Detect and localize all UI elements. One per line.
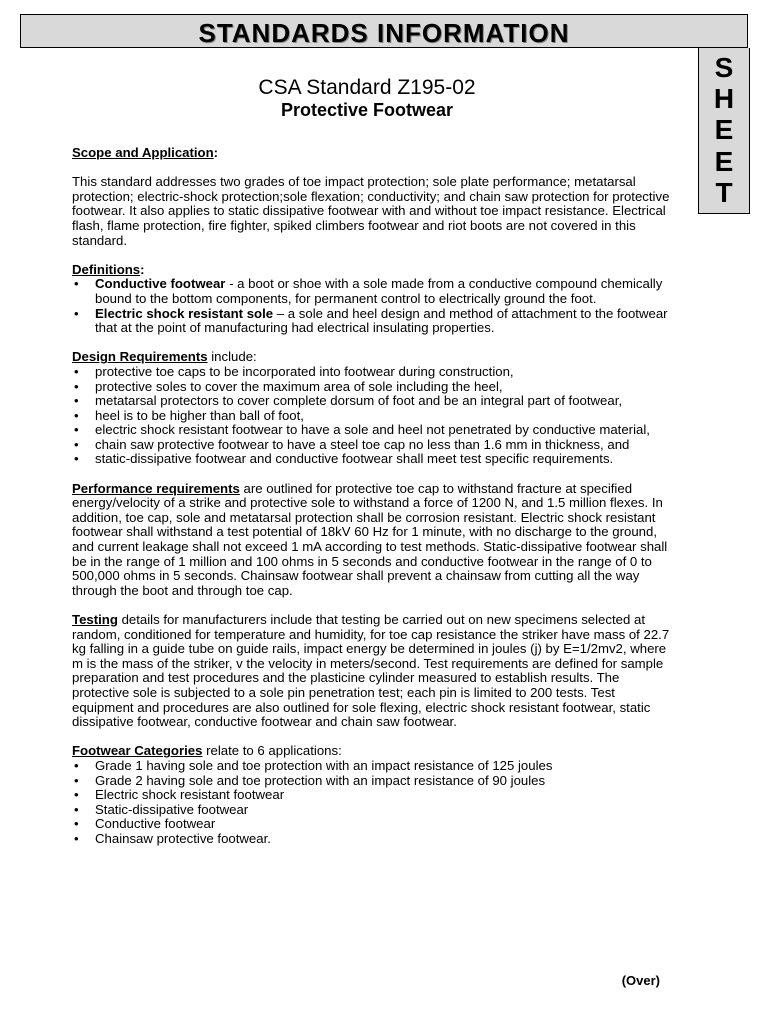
definition-term: Conductive footwear — [95, 276, 226, 292]
list-item: • Chainsaw protective footwear. — [72, 832, 672, 847]
sheet-letter: S — [714, 51, 734, 83]
design-heading: Design Requirements — [72, 349, 208, 365]
list-item — [72, 307, 672, 336]
list-item: • electric shock resistant footwear to have a sole and heel not penetrated by conductive material, — [72, 423, 672, 438]
definition-text: – a sole and heel design and method of attachment to the footwear that at the point of manufacturing had electrical insulating properties. — [95, 305, 668, 336]
list-item: • static-dissipative footwear and conductive footwear shall meet test specific requirements. — [72, 452, 672, 467]
over-label: (Over) — [621, 973, 660, 988]
design-heading-line — [72, 350, 672, 365]
definitions-list — [72, 277, 672, 335]
list-item — [72, 277, 672, 306]
sheet-letter: H — [713, 83, 735, 115]
document-title: CSA Standard Z195-02 — [258, 76, 476, 99]
sheet-letter: E — [714, 145, 734, 177]
scope-heading-colon: : — [213, 145, 219, 160]
performance-paragraph — [72, 482, 672, 599]
list-item: • protective toe caps to be incorporated into footwear during construction, — [72, 365, 672, 380]
categories-heading-suffix: relate to 6 applications: — [202, 743, 342, 759]
sheet-letter: T — [715, 177, 733, 209]
testing-paragraph — [72, 613, 672, 730]
definitions-heading-line — [72, 263, 672, 278]
list-item: • Grade 2 having sole and toe protection with an impact resistance of 90 joules — [72, 774, 672, 789]
list-item: • chain saw protective footwear to have a steel toe cap no less than 1.6 mm in thickness, and — [72, 438, 672, 453]
testing-text: details for manufacturers include that testing be carried out on new specimens selected at random, conditioned for temperature and humidity, for toe cap resistance the striker have mass of 22.7 kg falling in a guide tube on guide rails, impact energy be determined in joules (j) by E=1/2mv2, where m is the mass of the striker, v the velocity in meters/second. Test requirements are defined for sample preparation and test procedures and the plasticine cylinder measured to establish results. The protective sole is subjected to a sole pin penetration test; each pin is limited to 200 tests. Test equipment and procedures are also outlined for sole flexing, electric shock resistant footwear, static dissipative footwear, conductive footwear and chain saw footwear. — [72, 612, 670, 730]
list-item: • Electric shock resistant footwear — [72, 788, 672, 803]
document-body — [72, 146, 672, 847]
definition-text: - a boot or shoe with a sole made from a conductive compound chemically bound to the bottom components, for permanent control to electrically ground the foot. — [95, 276, 663, 306]
document-subtitle: Protective Footwear — [280, 100, 454, 120]
list-item: • Static-dissipative footwear — [72, 803, 672, 818]
sheet-letter: E — [714, 114, 734, 146]
definition-term: Electric shock resistant sole — [95, 305, 274, 321]
banner-title: STANDARDS INFORMATION — [198, 18, 570, 48]
scope-heading: Scope and Application — [72, 145, 214, 160]
testing-heading: Testing — [72, 612, 118, 627]
categories-heading: Footwear Categories — [72, 743, 203, 759]
performance-heading: Performance requirements — [72, 480, 240, 496]
design-heading-suffix: include: — [207, 349, 257, 365]
list-item: • protective soles to cover the maximum area of sole including the heel, — [72, 380, 672, 395]
categories-list — [72, 759, 672, 847]
list-item: • heel is to be higher than ball of foot, — [72, 409, 672, 424]
sheet-tab — [698, 48, 750, 214]
categories-heading-line — [72, 744, 672, 759]
scope-heading-line — [72, 146, 672, 161]
definitions-heading: Definitions — [72, 261, 141, 277]
performance-text: are outlined for protective toe cap to withstand fracture at specified energy/velocity of a strike and protective sole to withstand a force of 1200 N, and 1.5 million flexes. In addition, toe cap, sole and metatarsal protection shall be corrosion resistant. Electric shock resistant footwear shall withstand a test potential of 18kV 60 Hz for 1 minute, with no discharge to the ground, and current leakage shall not exceed 1 mA according to test methods. Static-dissipative footwear shall be in the range of 1 million and 100 ohms in 5 seconds and conductive footwear in the range of 0 to 500,000 ohms in 5 seconds. Chainsaw footwear shall prevent a chainsaw from cutting all the way through the boot and through toe cap. — [72, 480, 668, 598]
header-banner — [20, 14, 748, 48]
list-item: • metatarsal protectors to cover complete dorsum of foot and be an integral part of footwear, — [72, 394, 672, 409]
scope-paragraph: This standard addresses two grades of toe impact protection; sole plate performance; metatarsal protection; electric-shock protection;sole flexation; conductivity; and chain saw protection for protective footwear. It also applies to static dissipative footwear with and without toe impact resistance. Electrical flash, flame protection, fire fighter, spiked climbers footwear and riot boots are not covered in this standard. — [72, 174, 670, 248]
design-list — [72, 365, 672, 467]
list-item: • Conductive footwear — [72, 817, 672, 832]
definitions-heading-colon: : — [140, 261, 145, 277]
list-item: • Grade 1 having sole and toe protection with an impact resistance of 125 joules — [72, 759, 672, 774]
